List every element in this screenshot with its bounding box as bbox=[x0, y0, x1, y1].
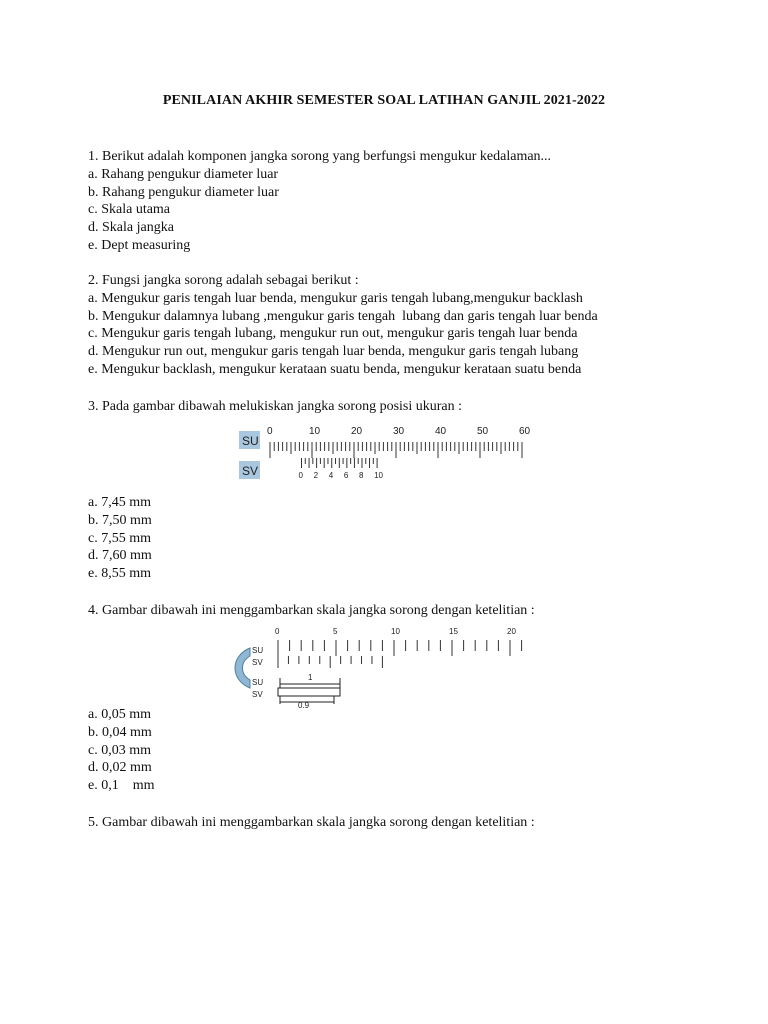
vernier-scale-number: 6 bbox=[343, 471, 349, 480]
vernier-scale-ticks bbox=[278, 656, 382, 668]
sv-label-top: SV bbox=[252, 658, 263, 667]
option-d: d. 7,60 mm bbox=[88, 548, 152, 564]
question-text: 2. Fungsi jangka sorong adalah sebagai berikut : bbox=[88, 273, 359, 288]
option-b: b. 0,04 mm bbox=[88, 724, 152, 740]
vernier-scale-number: 8 bbox=[358, 471, 364, 480]
main-scale-number: 10 bbox=[391, 627, 400, 636]
detail-top-value: 1 bbox=[308, 673, 313, 682]
option-c: c. 0,03 mm bbox=[88, 742, 151, 758]
sv-label: SV bbox=[242, 464, 259, 478]
question-5 bbox=[88, 814, 535, 832]
question-text: 3. Pada gambar dibawah melukiskan jangka sorong posisi ukuran : bbox=[88, 399, 463, 414]
option-e: e. 8,55 mm bbox=[88, 566, 151, 582]
main-scale-number: 0 bbox=[275, 627, 280, 636]
option-b: b. Rahang pengukur diameter luar bbox=[88, 184, 279, 200]
option-e: e. Mengukur backlash, mengukur kerataan suatu benda, mengukur kerataan suatu benda bbox=[88, 361, 582, 377]
option-e: e. 0,1 mm bbox=[88, 778, 155, 794]
main-scale-number: 15 bbox=[449, 627, 458, 636]
main-scale-number: 20 bbox=[507, 627, 516, 636]
option-c: c. 7,55 mm bbox=[88, 530, 151, 546]
main-scale-numbers bbox=[267, 426, 531, 437]
vernier-scale-number: 0 bbox=[298, 471, 303, 480]
main-scale-number: 30 bbox=[393, 426, 405, 437]
vernier-figure-q4 bbox=[228, 622, 528, 708]
su-label-bottom: SU bbox=[252, 678, 264, 687]
option-d: d. Mengukur run out, mengukur garis tengah luar benda, mengukur garis tengah lubang bbox=[88, 344, 579, 360]
page-title: PENILAIAN AKHIR SEMESTER SOAL LATIHAN GANJIL 2021-2022 bbox=[162, 93, 606, 108]
option-e: e. Dept measuring bbox=[88, 237, 191, 253]
main-scale-number: 5 bbox=[333, 627, 338, 636]
main-scale-number: 20 bbox=[351, 426, 363, 437]
option-a: a. 0,05 mm bbox=[88, 707, 151, 722]
vernier-scale-number: 2 bbox=[313, 471, 319, 480]
su-label: SU bbox=[242, 434, 259, 448]
question-2 bbox=[88, 272, 598, 379]
question-1 bbox=[88, 148, 551, 255]
option-c: c. Skala utama bbox=[88, 202, 171, 218]
detail-bottom-value: 0,9 bbox=[298, 701, 310, 708]
su-label-top: SU bbox=[252, 646, 264, 655]
option-d: d. Skala jangka bbox=[88, 220, 174, 236]
question-text: 4. Gambar dibawah ini menggambarkan skala jangka sorong dengan ketelitian : bbox=[88, 603, 535, 618]
vernier-scale-number: 10 bbox=[374, 471, 384, 480]
option-c: c. Mengukur garis tengah lubang, mengukur run out, mengukur garis tengah luar benda bbox=[88, 326, 578, 342]
main-scale-number: 10 bbox=[309, 426, 321, 437]
vernier-scale-numbers bbox=[299, 471, 384, 480]
option-a: a. 7,45 mm bbox=[88, 495, 151, 510]
question-text: 1. Berikut adalah komponen jangka sorong yang berfungsi mengukur kedalaman... bbox=[88, 149, 552, 164]
option-d: d. 0,02 mm bbox=[88, 760, 152, 776]
vernier-scale-ticks bbox=[302, 458, 378, 468]
option-b: b. 7,50 mm bbox=[88, 512, 152, 528]
option-a: a. Rahang pengukur diameter luar bbox=[88, 166, 279, 182]
main-scale-ticks bbox=[270, 442, 522, 458]
sv-label-bottom: SV bbox=[252, 690, 263, 699]
option-a: a. Mengukur garis tengah luar benda, mengukur garis tengah lubang,mengukur backlash bbox=[88, 290, 583, 306]
detail-vernier-box bbox=[278, 688, 340, 696]
option-b: b. Mengukur dalamnya lubang ,mengukur garis tengah lubang dan garis tengah luar benda bbox=[88, 308, 598, 324]
main-scale-number: 0 bbox=[267, 426, 273, 437]
main-scale-ticks bbox=[278, 640, 522, 656]
vernier-scale-number: 4 bbox=[328, 471, 334, 480]
main-scale-numbers bbox=[275, 627, 516, 636]
question-text: 5. Gambar dibawah ini menggambarkan skala jangka sorong dengan ketelitian : bbox=[88, 815, 535, 830]
question-3-text-block bbox=[88, 398, 462, 416]
question-4-text-block bbox=[88, 602, 535, 620]
curved-arrow-icon bbox=[235, 648, 250, 688]
question-3-options bbox=[88, 494, 152, 583]
main-scale-number: 60 bbox=[519, 426, 531, 437]
main-scale-number: 40 bbox=[435, 426, 447, 437]
vernier-figure-q3 bbox=[236, 420, 532, 482]
question-4-options bbox=[88, 706, 155, 795]
main-scale-number: 50 bbox=[477, 426, 489, 437]
